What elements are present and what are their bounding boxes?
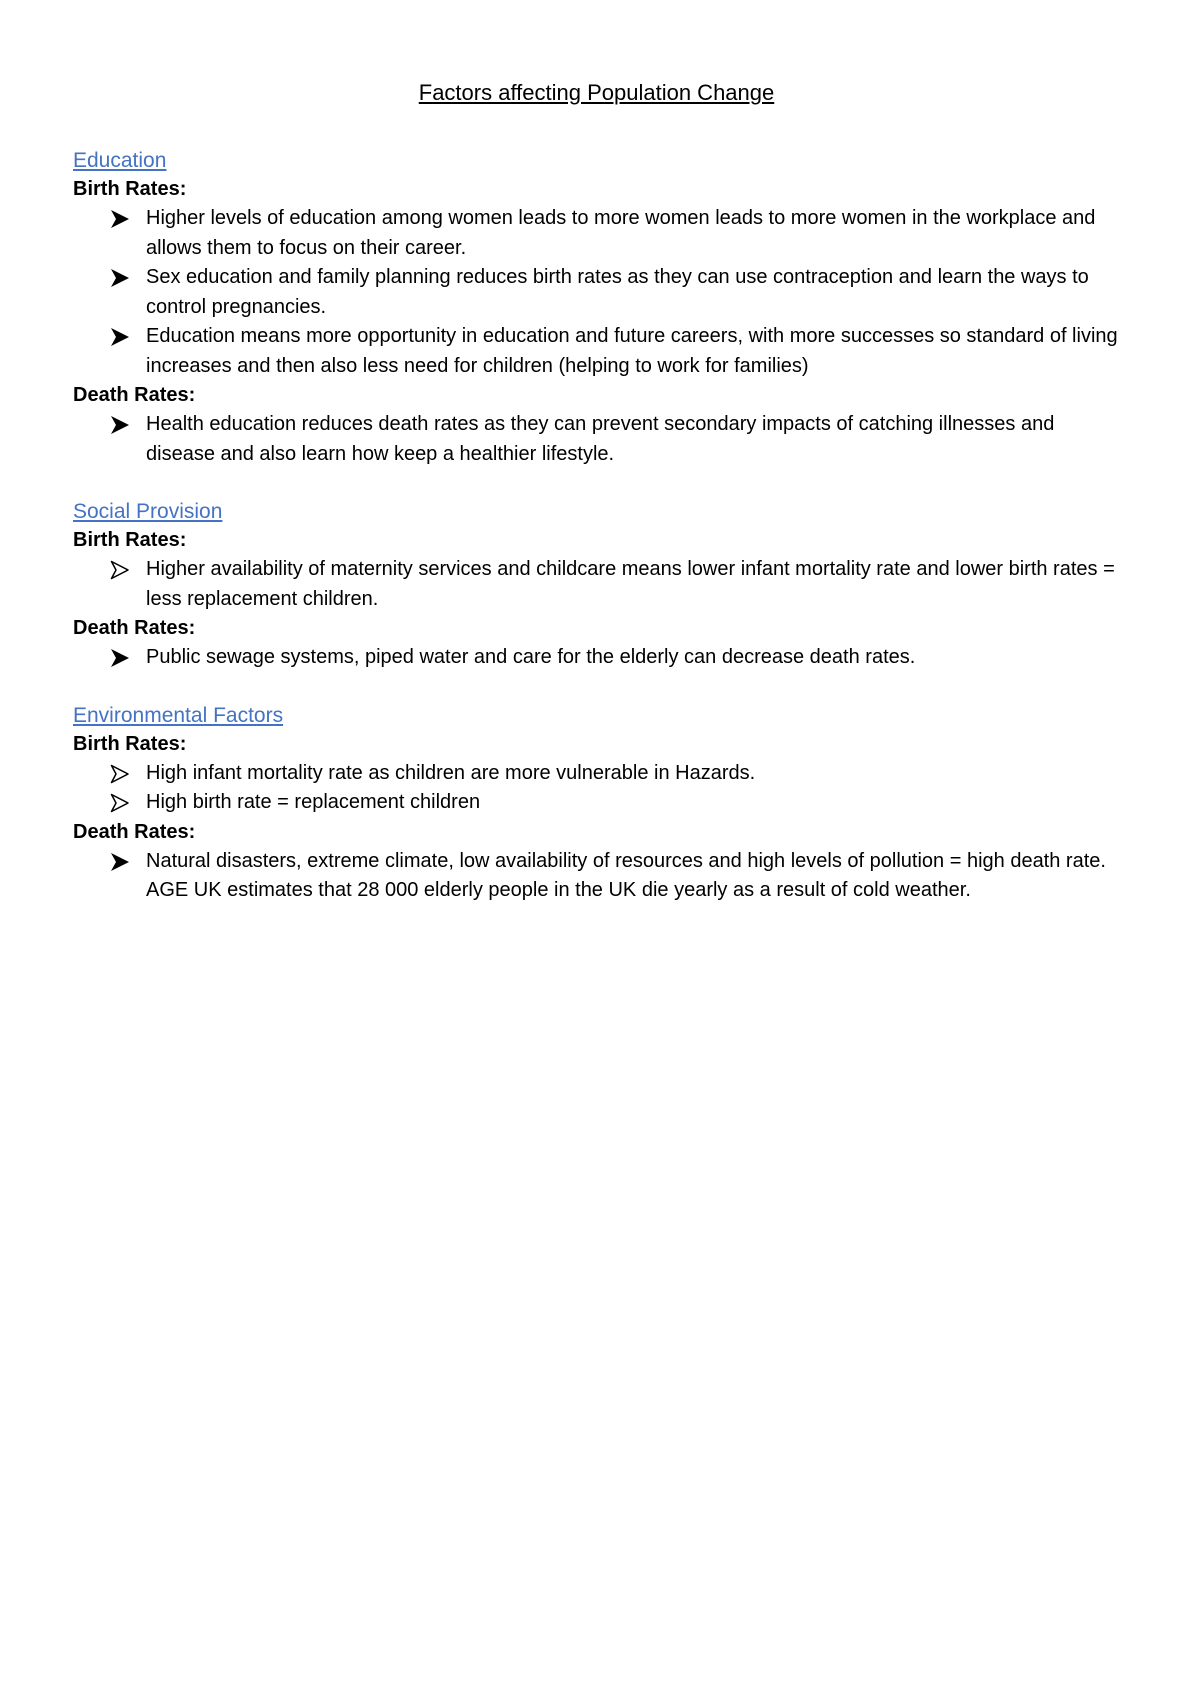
arrow-bullet-icon	[110, 648, 130, 668]
arrow-bullet-icon	[110, 415, 130, 435]
arrow-bullet-icon	[110, 268, 130, 288]
death-rates-label: Death Rates:	[73, 820, 196, 843]
section-social-provision	[73, 497, 1120, 673]
death-rates-label: Death Rates:	[73, 384, 196, 406]
birth-rates-list	[73, 555, 1120, 614]
list-item	[146, 263, 1120, 322]
section-heading: Social Provision	[73, 500, 223, 523]
list-item-text: Higher levels of education among women leads to more women leads to more women in the workplace and allows them to focus on their career.	[146, 207, 1096, 259]
page-title: Factors affecting Population Change	[418, 80, 775, 105]
list-item-text: High birth rate = replacement children	[146, 791, 481, 813]
section-education	[73, 146, 1120, 469]
list-item-text: Sex education and family planning reduces birth rates as they can use contraception and learn the ways to control pregnancies.	[146, 266, 1089, 318]
list-item	[146, 847, 1120, 906]
death-rates-list	[73, 410, 1120, 469]
death-rates-list	[73, 643, 1120, 673]
list-item-text: Health education reduces death rates as they can prevent secondary impacts of catching illnesses and disease and also learn how keep a healthier lifestyle.	[146, 413, 1055, 465]
list-item	[146, 410, 1120, 469]
section-heading: Education	[73, 149, 167, 172]
birth-rates-label: Birth Rates:	[73, 178, 187, 200]
section-heading: Environmental Factors	[73, 703, 284, 727]
death-rates-label: Death Rates:	[73, 617, 196, 639]
death-rates-list	[73, 847, 1120, 906]
list-item	[146, 759, 1120, 789]
list-item	[146, 788, 1120, 818]
birth-rates-label: Birth Rates:	[73, 732, 187, 755]
list-item	[146, 322, 1120, 381]
statistic-note: AGE UK estimates that 28 000 elderly people in the UK die yearly as a result of cold weather.	[146, 879, 971, 901]
list-item-text: Education means more opportunity in education and future careers, with more successes so standard of living increases and then also less need for children (helping to work for families)	[146, 325, 1118, 377]
birth-rates-list	[73, 204, 1120, 381]
list-item-text: High infant mortality rate as children are more vulnerable in Hazards.	[146, 761, 756, 784]
list-item-text: Higher availability of maternity services and childcare means lower infant mortality rate and lower birth rates = less replacement children.	[146, 558, 1115, 610]
outline-arrow-bullet-icon	[110, 793, 130, 813]
birth-rates-list	[73, 759, 1120, 818]
list-item	[146, 555, 1120, 614]
outline-arrow-bullet-icon	[110, 560, 130, 580]
arrow-bullet-icon	[110, 327, 130, 347]
list-item	[146, 204, 1120, 263]
list-item-text: Public sewage systems, piped water and care for the elderly can decrease death rates.	[146, 646, 916, 668]
outline-arrow-bullet-icon	[110, 764, 130, 784]
list-item-text: Natural disasters, extreme climate, low availability of resources and high levels of pollution = high death rate.	[146, 849, 1106, 872]
birth-rates-label: Birth Rates:	[73, 529, 187, 551]
arrow-bullet-icon	[110, 852, 130, 872]
list-item	[146, 643, 1120, 673]
arrow-bullet-icon	[110, 209, 130, 229]
section-environmental-factors	[73, 701, 1120, 906]
